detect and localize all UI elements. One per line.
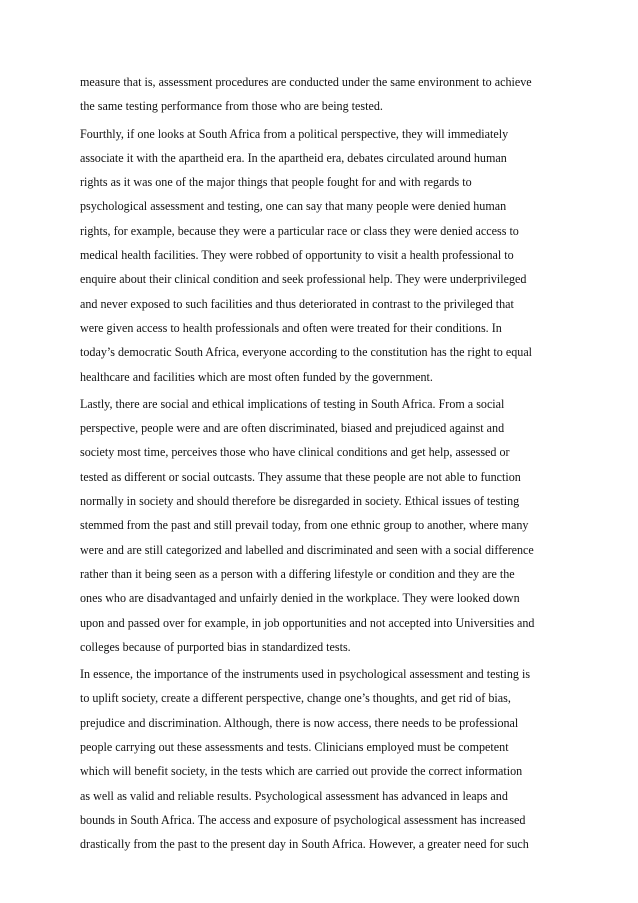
text-line: healthcare and facilities which are most often funded by the government. — [80, 369, 433, 384]
text-line: bounds in South Africa. The access and exposure of psychological assessment has increased — [80, 812, 526, 827]
text-line: rather than it being seen as a person with a differing lifestyle or condition and they are the — [80, 566, 515, 581]
text-line: prejudice and discrimination. Although, there is now access, there needs to be professional — [80, 715, 519, 730]
text-line: tested as different or social outcasts. They assume that these people are not able to function — [80, 469, 521, 484]
text-line: people carrying out these assessments and tests. Clinicians employed must be competent — [80, 740, 509, 755]
text-line: medical health facilities. They were robbed of opportunity to visit a health professional to — [80, 248, 514, 263]
text-line: society most time, perceives those who have clinical conditions and get help, assessed or — [80, 445, 510, 460]
text-line: and never exposed to such facilities and thus deteriorated in contrast to the privileged that — [80, 296, 514, 311]
text-line: to uplift society, create a different perspective, change one’s thoughts, and get rid of bias, — [80, 691, 511, 706]
text-line: were and are still categorized and labelled and discriminated and seen with a social difference — [80, 542, 534, 557]
paragraph — [80, 392, 562, 659]
text-line: today’s democratic South Africa, everyone according to the constitution has the right to equal — [80, 345, 533, 360]
text-line: Lastly, there are social and ethical implications of testing in South Africa. From a social — [80, 396, 505, 411]
text-line: upon and passed over for example, in job opportunities and not accepted into Universities and — [80, 615, 535, 630]
paragraph — [80, 122, 562, 389]
text-line: stemmed from the past and still prevail today, from one ethnic group to another, where many — [80, 518, 529, 533]
text-line: rights, for example, because they were a particular race or class they were denied access to — [80, 223, 519, 238]
text-line: psychological assessment and testing, one can say that many people were denied human — [80, 199, 507, 214]
text-line: ones who are disadvantaged and unfairly denied in the workplace. They were looked down — [80, 591, 520, 606]
text-line: rights as it was one of the major things that people fought for and with regards to — [80, 175, 472, 190]
text-line: the same testing performance from those who are being tested. — [80, 99, 383, 114]
text-line: measure that is, assessment procedures are conducted under the same environment to achieve — [80, 75, 532, 89]
text-line: enquire about their clinical condition and seek professional help. They were underprivileged — [80, 272, 527, 287]
text-line: colleges because of purported bias in standardized tests. — [80, 639, 351, 654]
text-line: Fourthly, if one looks at South Africa from a political perspective, they will immediately — [80, 126, 509, 141]
text-line: perspective, people were and are often discriminated, biased and prejudiced against and — [80, 421, 505, 436]
text-line: normally in society and should therefore be disregarded in society. Ethical issues of testing — [80, 494, 520, 509]
text-line: were given access to health professionals and often were treated for their conditions. In — [80, 320, 502, 335]
document-body — [80, 70, 562, 857]
text-line: In essence, the importance of the instruments used in psychological assessment and testing is — [80, 667, 531, 682]
paragraph — [80, 70, 562, 119]
paragraph — [80, 662, 562, 856]
text-line: associate it with the apartheid era. In the apartheid era, debates circulated around human — [80, 150, 507, 165]
text-line: as well as valid and reliable results. Psychological assessment has advanced in leaps and — [80, 788, 508, 803]
text-line: drastically from the past to the present day in South Africa. However, a greater need for such — [80, 837, 529, 852]
text-line: which will benefit society, in the tests which are carried out provide the correct information — [80, 764, 523, 779]
